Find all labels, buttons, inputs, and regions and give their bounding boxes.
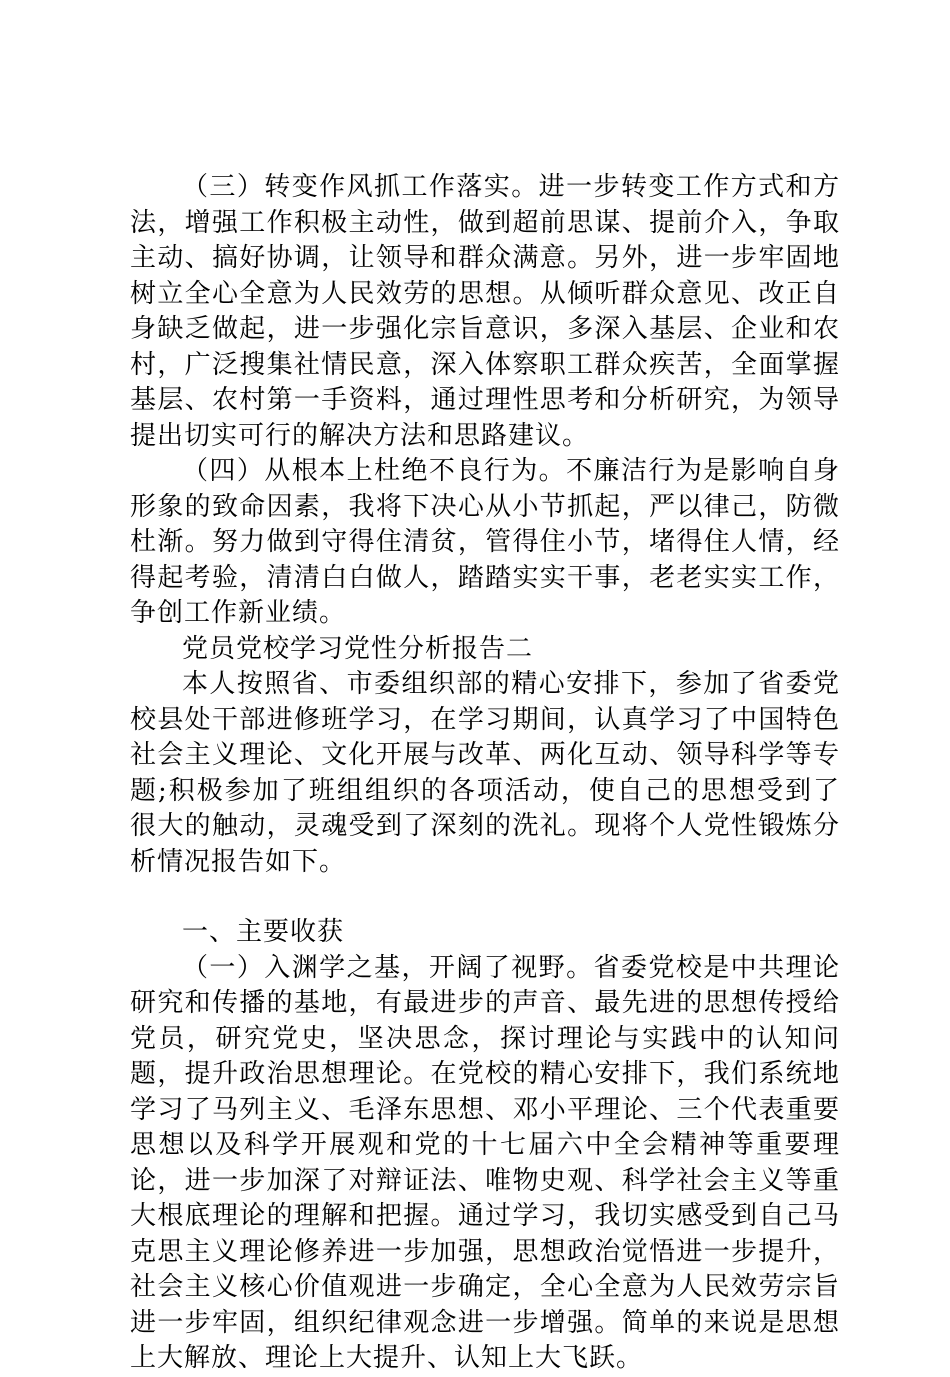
- report-title: 党员党校学习党性分析报告二: [182, 633, 534, 664]
- paragraph-3: （三）转变作风抓工作落实。进一步转变工作方式和方法，增强工作积极主动性，做到超前思谋、提前介入，争取主动、搞好协调，让领导和群众满意。另外，进一步牢固地树立全心全意为人民效劳的思想。从倾听群众意见、改正自身缺乏做起，进一步强化宗旨意识，多深入基层、企业和农村，广泛搜集社情民意，深入体察职工群众疾苦，全面掌握基层、农村第一手资料，通过理性思考和分析研究，为领导提出切实可行的解决方法和思路建议。: [130, 172, 840, 451]
- section-heading: 一、主要收获: [182, 917, 345, 947]
- paragraph-4: （四）从根本上杜绝不良行为。不廉洁行为是影响自身形象的致命因素，我将下决心从小节抓起，严以律己，防微杜渐。努力做到守得住清贫，管得住小节，堵得住人情，经得起考验，清清白白做人，踏踏实实干事，老老实实工作，争创工作新业绩。: [130, 456, 840, 628]
- intro-paragraph: 本人按照省、市委组织部的精心安排下，参加了省委党校县处干部进修班学习，在学习期间，认真学习了中国特色社会主义理论、文化开展与改革、两化互动、领导科学等专题;积极参加了班组组织的各项活动，使自己的思想受到了很大的触动，灵魂受到了深刻的洗礼。现将个人党性锻炼分析情况报告如下。: [130, 669, 840, 877]
- document-body: [130, 170, 840, 1377]
- section-paragraph: （一）入渊学之基，开阔了视野。省委党校是中共理论研究和传播的基地，有最进步的声音、最先进的思想传授给党员，研究党史，坚决思念，探讨理论与实践中的认知问题，提升政治思想理论。在党校的精心安排下，我们系统地学习了马列主义、毛泽东思想、邓小平理论、三个代表重要思想以及科学开展观和党的十七届六中全会精神等重要理论，进一步加深了对辩证法、唯物史观、科学社会主义等重大根底理论的理解和把握。通过学习，我切实感受到自己马克思主义理论修养进一步加强，思想政治觉悟进一步提升，社会主义核心价值观进一步确定，全心全意为人民效劳宗旨进一步牢固，组织纪律观念进一步增强。简单的来说是思想上大解放、理论上大提升、认知上大飞跃。: [130, 952, 840, 1373]
- blank-line: [130, 880, 840, 915]
